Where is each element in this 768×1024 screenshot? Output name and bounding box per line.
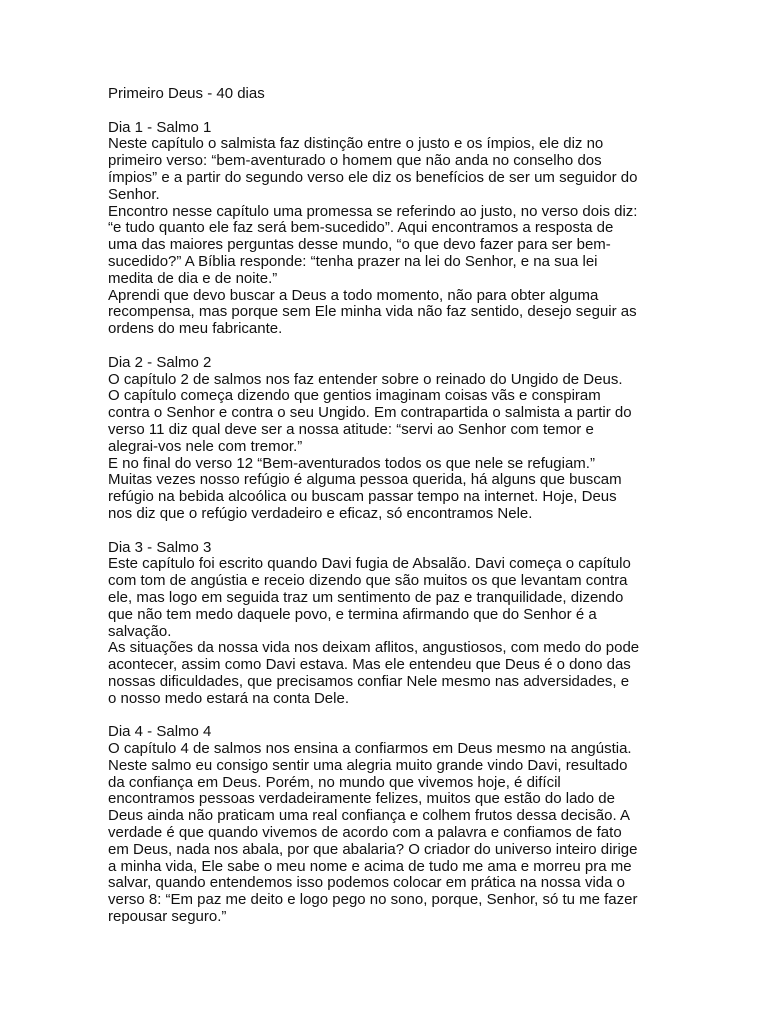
document-page: [108, 86, 656, 943]
entry-text-line: com tom de angústia e receio dizendo que são muitos os que levantam contra: [108, 572, 628, 590]
entry-text-line: salvar, quando entendemos isso podemos colocar em prática na nossa vida o: [108, 874, 625, 892]
entry-text-line: Muitas vezes nosso refúgio é alguma pessoa querida, há alguns que buscam: [108, 471, 622, 489]
entry-text-line: Senhor.: [108, 185, 160, 203]
entry-text-line: a minha vida, Ele sabe o meu nome e acima de tudo me ama e morreu pra me: [108, 857, 632, 875]
entry-text-line: alegrai-vos nele com tremor.”: [108, 437, 303, 455]
entry-heading: Dia 4 - Salmo 4: [108, 723, 212, 741]
entry-text-line: Aprendi que devo buscar a Deus a todo momento, não para obter alguma: [108, 286, 599, 304]
entry-day-4: [108, 724, 656, 926]
document-title: Primeiro Deus - 40 dias: [108, 85, 265, 102]
entry-text-line: nossas dificuldades, que precisamos confiar Nele mesmo nas adversidades, e: [108, 672, 630, 690]
entry-text-line: em Deus, nada nos abala, por que abalaria? O criador do universo inteiro dirige: [108, 840, 638, 858]
entry-text-line: As situações da nossa vida nos deixam aflitos, angustiosos, com medo do pode: [108, 639, 640, 657]
entry-text-line: contra o Senhor e contra o seu Ungido. Em contrapartida o salmista a partir do: [108, 404, 632, 422]
entry-text-line: E no final do verso 12 “Bem-aventurados todos os que nele se refugiam.”: [108, 454, 595, 472]
entry-text-line: “e tudo quanto ele faz será bem-sucedido”. Aqui encontramos a resposta de: [108, 219, 614, 237]
entry-text-line: acontecer, assim como Davi estava. Mas ele entendeu que Deus é o dono das: [108, 656, 631, 674]
entry-text-line: ímpios” e a partir do segundo verso ele diz os benefícios de ser um seguidor do: [108, 168, 638, 186]
entry-text-line: medita de dia e de noite.”: [108, 269, 278, 287]
entry-text-line: Encontro nesse capítulo uma promessa se referindo ao justo, no verso dois diz:: [108, 202, 638, 220]
entry-text-line: Deus ainda não praticam uma real confiança e colhem frutos dessa decisão. A: [108, 807, 630, 825]
entry-text-line: nos diz que o refúgio verdadeiro e eficaz, só encontramos Nele.: [108, 504, 533, 522]
entry-text-line: verdade é que quando vivemos de acordo com a palavra e confiamos de fato: [108, 824, 622, 842]
entry-text-line: sucedido?” A Bíblia responde: “tenha prazer na lei do Senhor, e na sua lei: [108, 252, 598, 270]
entry-day-2: [108, 355, 656, 523]
entry-text-line: primeiro verso: “bem-aventurado o homem que não anda no conselho dos: [108, 152, 602, 170]
entry-text-line: O capítulo 2 de salmos nos faz entender sobre o reinado do Ungido de Deus.: [108, 370, 623, 388]
entry-day-1: [108, 120, 656, 338]
entry-heading: Dia 3 - Salmo 3: [108, 538, 212, 556]
entries-list: [108, 120, 656, 926]
entry-text-line: verso 8: “Em paz me deito e logo pego no sono, porque, Senhor, só tu me fazer: [108, 891, 638, 909]
entry-text-line: Este capítulo foi escrito quando Davi fugia de Absalão. Davi começa o capítulo: [108, 555, 631, 573]
entry-heading: Dia 1 - Salmo 1: [108, 118, 212, 136]
entry-text-line: Neste salmo eu consigo sentir uma alegria muito grande vindo Davi, resultado: [108, 756, 628, 774]
entry-text-line: que não tem medo daquele povo, e termina afirmando que do Senhor é a: [108, 605, 597, 623]
entry-text-line: Neste capítulo o salmista faz distinção entre o justo e os ímpios, ele diz no: [108, 135, 604, 153]
entry-heading: Dia 2 - Salmo 2: [108, 353, 212, 371]
entry-text-line: recompensa, mas porque sem Ele minha vida não faz sentido, desejo seguir as: [108, 303, 637, 321]
entry-text-line: da confiança em Deus. Porém, no mundo que vivemos hoje, é difícil: [108, 773, 561, 791]
entry-text-line: repousar seguro.”: [108, 908, 227, 926]
entry-text-line: verso 11 diz qual deve ser a nossa atitude: “servi ao Senhor com temor e: [108, 420, 594, 438]
entry-text-line: o nosso medo estará na conta Dele.: [108, 689, 349, 707]
entry-text-line: O capítulo começa dizendo que gentios imaginam coisas vãs e conspiram: [108, 387, 601, 405]
entry-day-3: [108, 540, 656, 708]
entry-text-line: refúgio na bebida alcoólica ou buscam passar tempo na internet. Hoje, Deus: [108, 488, 617, 506]
entry-text-line: salvação.: [108, 622, 172, 640]
entry-text-line: encontramos pessoas verdadeiramente felizes, muitos que estão do lado de: [108, 790, 615, 808]
entry-text-line: ele, mas logo em seguida traz um sentimento de paz e tranquilidade, dizendo: [108, 588, 624, 606]
entry-text-line: uma das maiores perguntas desse mundo, “o que devo fazer para ser bem-: [108, 236, 611, 254]
entry-text-line: O capítulo 4 de salmos nos ensina a confiarmos em Deus mesmo na angústia.: [108, 740, 632, 758]
entry-text-line: ordens do meu fabricante.: [108, 320, 283, 338]
